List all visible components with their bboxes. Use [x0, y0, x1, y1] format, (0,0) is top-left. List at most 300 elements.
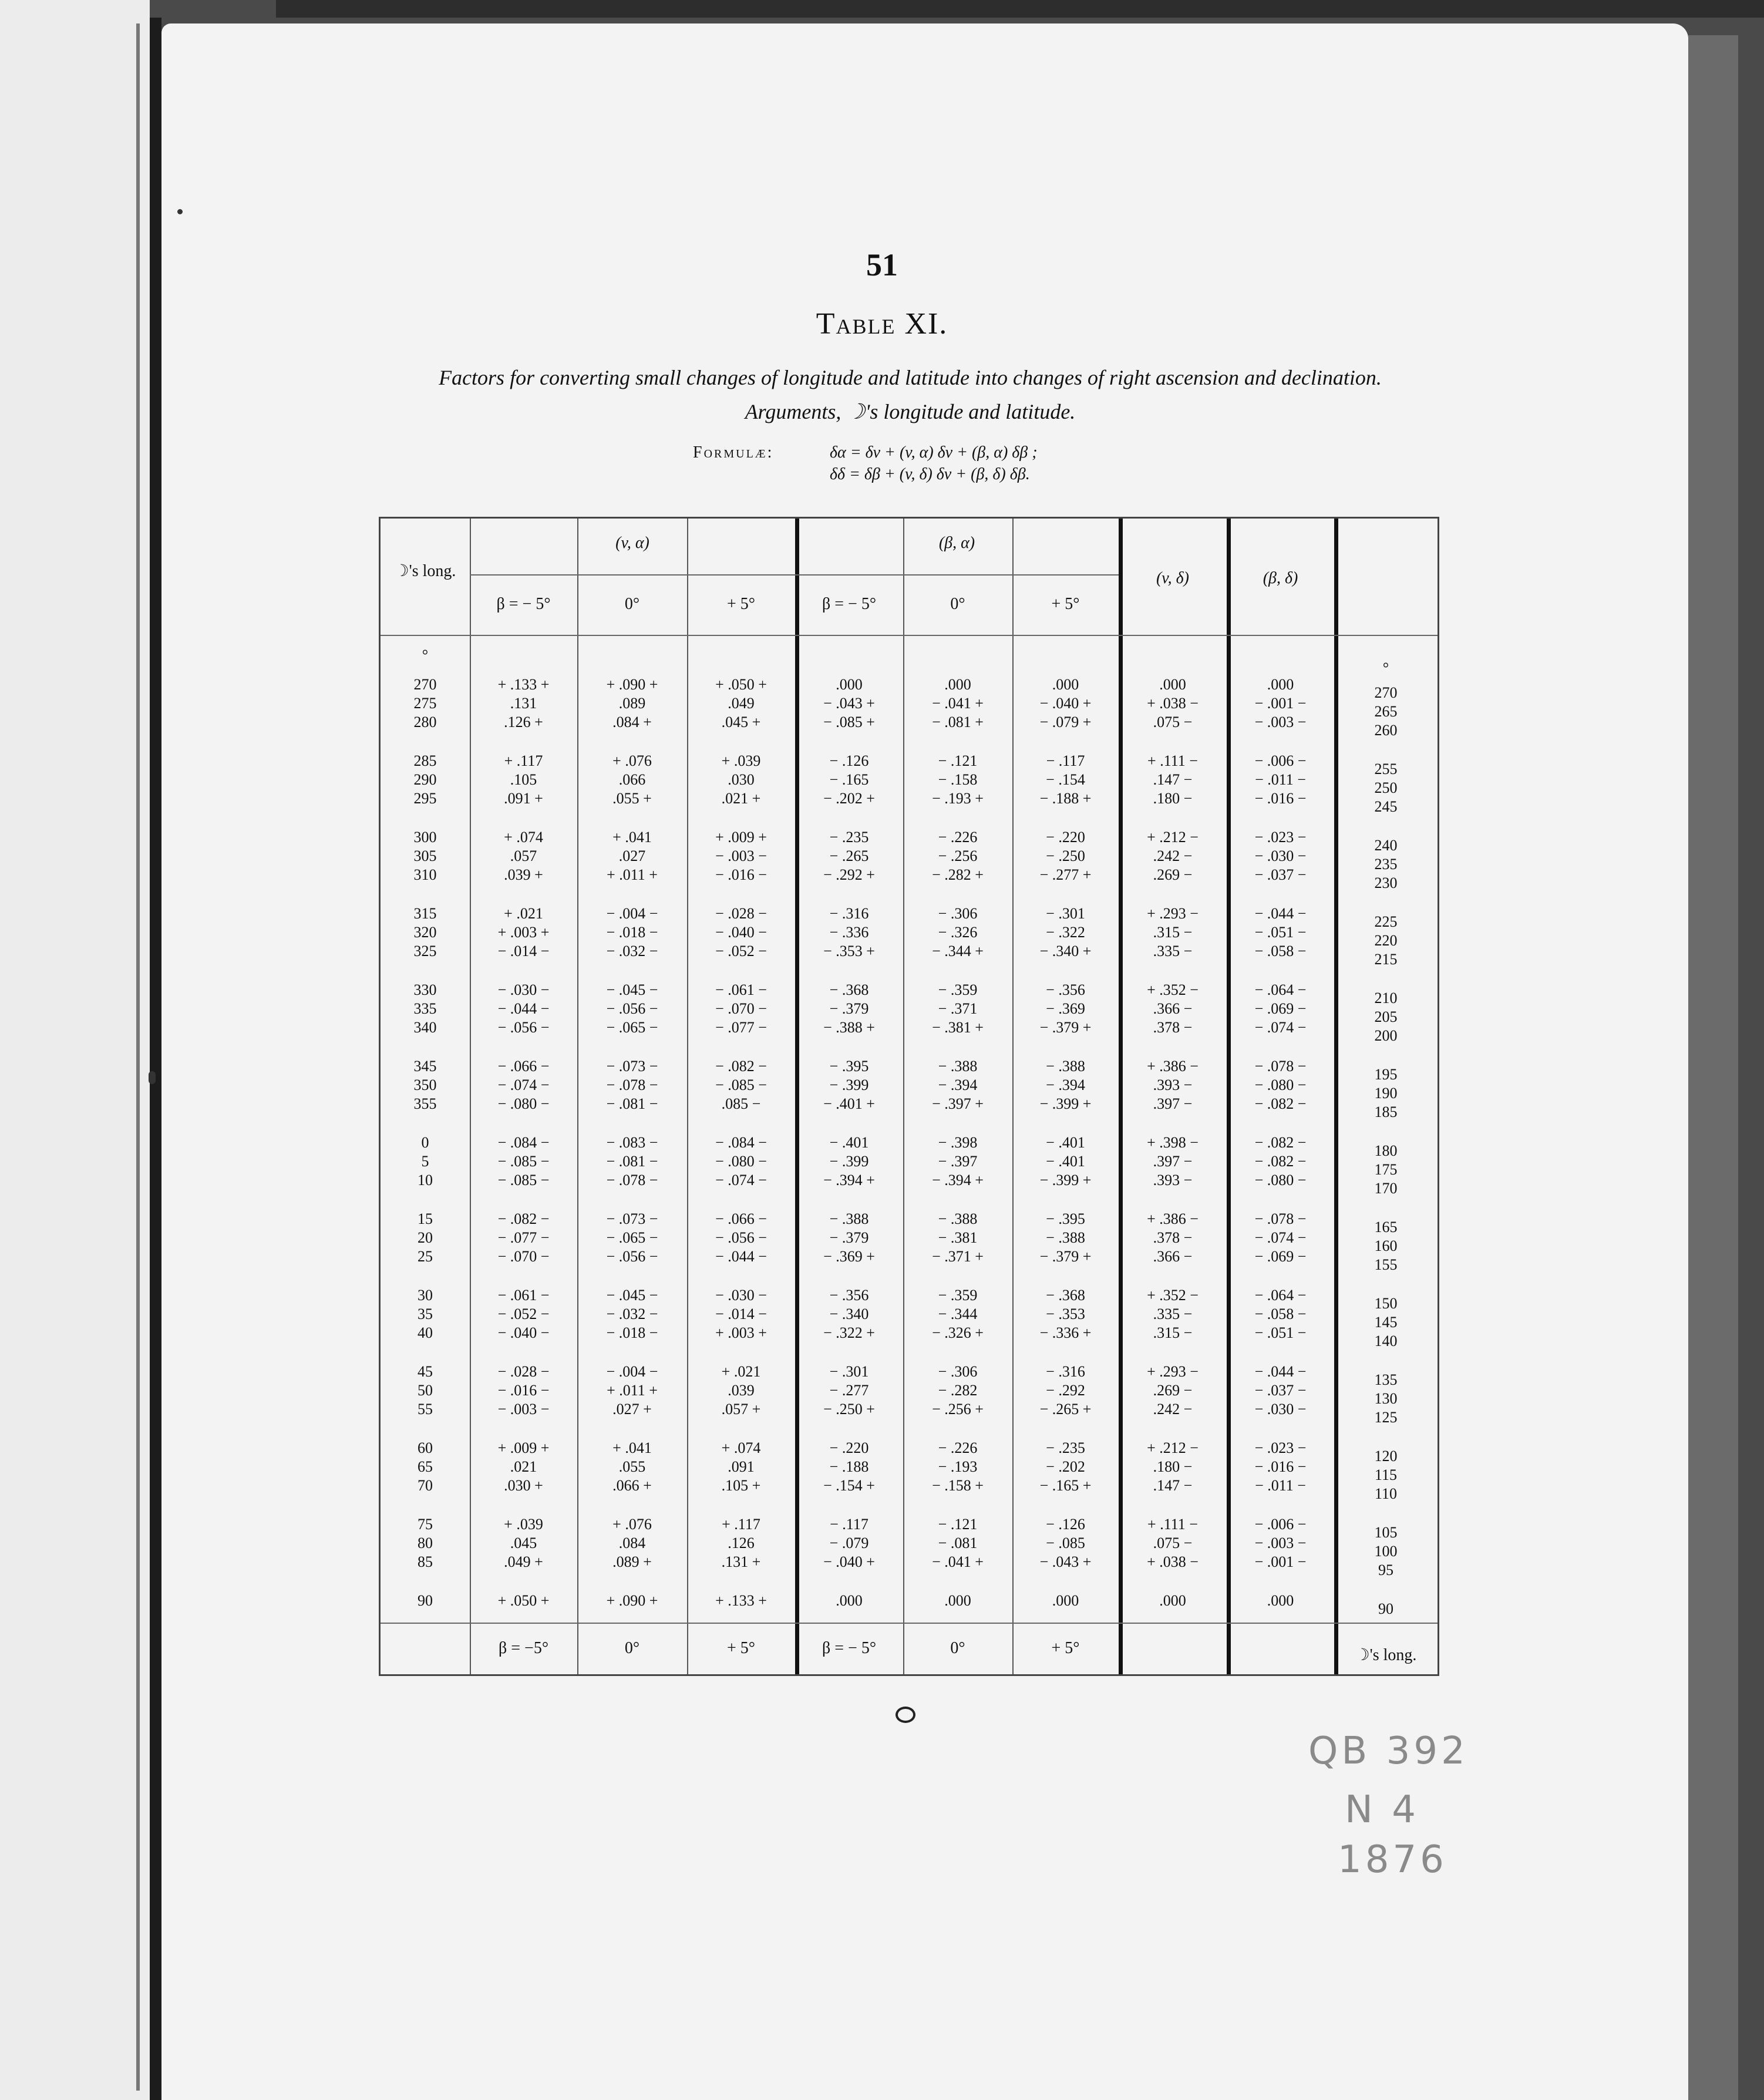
longitude-right: 235 [1374, 856, 1398, 873]
beta-alpha-plus5-cell: − .085 [1046, 1534, 1085, 1552]
longitude-right: 95 [1378, 1561, 1393, 1579]
formula-dec: δδ = δβ + (v, δ) δv + (β, δ) δβ. [830, 465, 1030, 483]
beta-alpha-plus5-cell: − .220 [1046, 829, 1085, 846]
v-delta-cell: .180 − [1153, 790, 1193, 807]
beta-alpha-zero-cell: .000 [944, 1592, 971, 1609]
v-delta-cell: + .398 − [1147, 1134, 1199, 1151]
v-delta-cell: .378 − [1153, 1229, 1193, 1246]
beta-alpha-minus5-cell: − .353 + [823, 943, 875, 960]
v-alpha-plus5-cell: − .080 − [715, 1153, 767, 1170]
longitude-left: 275 [413, 695, 437, 712]
beta-alpha-minus5-cell: − .401 [829, 1134, 869, 1151]
beta-delta-cell: − .030 − [1254, 847, 1307, 864]
beta-alpha-zero-cell: − .397 + [932, 1095, 984, 1112]
v-delta-cell: .242 − [1153, 1401, 1193, 1418]
beta-alpha-plus5-cell: − .040 + [1039, 695, 1092, 712]
beta-alpha-zero-cell: − .344 [938, 1305, 978, 1322]
v-alpha-zero-cell: .066 + [612, 1477, 652, 1494]
longitude-left: 310 [413, 866, 437, 883]
longitude-left: 300 [413, 829, 437, 846]
longitude-left: 10 [418, 1172, 433, 1189]
v-alpha-plus5-cell: .105 + [721, 1477, 761, 1494]
v-alpha-zero-cell: + .011 + [607, 1382, 658, 1399]
longitude-left: 320 [413, 924, 437, 941]
beta-delta-cell: − .069 − [1254, 1248, 1307, 1265]
beta-alpha-minus5-cell: − .079 [829, 1534, 869, 1552]
beta-alpha-zero-cell: − .371 [938, 1000, 978, 1017]
speck [149, 1071, 156, 1084]
v-alpha-zero-cell: − .065 − [606, 1229, 658, 1246]
v-alpha-minus5-cell: .039 + [504, 866, 543, 883]
v-alpha-plus5-cell: + .009 + [715, 829, 767, 846]
longitude-left: 315 [413, 905, 437, 922]
conversion-table [379, 517, 1439, 1676]
v-alpha-plus5-cell: .045 + [721, 714, 761, 731]
longitude-right: 215 [1374, 951, 1398, 968]
longitude-right: 270 [1374, 684, 1398, 701]
beta-alpha-minus5-cell: − .369 + [823, 1248, 875, 1265]
beta-delta-cell: − .003 − [1254, 714, 1307, 731]
beta-alpha-zero-cell: − .306 [938, 1363, 978, 1380]
v-alpha-zero-cell: + .090 + [606, 1592, 658, 1609]
v-alpha-zero-cell: .027 + [612, 1401, 652, 1418]
beta-alpha-minus5-cell: − .356 [829, 1287, 869, 1304]
v-alpha-minus5-cell: .126 + [504, 714, 543, 731]
beta-alpha-plus5-cell: − .401 [1046, 1153, 1085, 1170]
v-alpha-zero-cell: − .018 − [606, 1324, 658, 1341]
v-alpha-zero-cell: − .078 − [606, 1076, 658, 1093]
v-alpha-minus5-cell: .131 [510, 695, 537, 712]
longitude-right: 265 [1374, 703, 1398, 720]
v-delta-cell: .366 − [1153, 1000, 1193, 1017]
v-alpha-minus5-cell: − .082 − [497, 1210, 550, 1227]
beta-alpha-zero-cell: − .359 [938, 1287, 978, 1304]
longitude-right: 200 [1374, 1027, 1398, 1044]
v-alpha-minus5-cell: − .084 − [497, 1134, 550, 1151]
beta-alpha-plus5-cell: − .292 [1046, 1382, 1085, 1399]
beta-alpha-plus5-cell: − .394 [1046, 1076, 1085, 1093]
v-delta-cell: .000 [1159, 1592, 1186, 1609]
beta-alpha-plus5-cell: .000 [1052, 1592, 1079, 1609]
v-alpha-zero-cell: − .083 − [606, 1134, 658, 1151]
beta-delta-cell: − .082 − [1254, 1153, 1307, 1170]
beta-alpha-zero-cell: − .394 + [932, 1172, 984, 1189]
v-alpha-minus5-cell: − .028 − [497, 1363, 550, 1380]
beta-alpha-minus5-cell: − .126 [829, 752, 869, 769]
beta-delta-cell: − .078 − [1254, 1210, 1307, 1227]
v-delta-cell: .242 − [1153, 847, 1193, 864]
v-alpha-zero-cell: − .045 − [606, 1287, 658, 1304]
v-alpha-zero-cell: .084 + [612, 714, 652, 731]
v-alpha-plus5-cell: + .074 [721, 1439, 761, 1456]
longitude-right: 205 [1374, 1008, 1398, 1025]
v-alpha-zero-cell: − .073 − [606, 1058, 658, 1075]
longitude-right: 120 [1374, 1448, 1398, 1465]
beta-alpha-plus5-cell: − .165 + [1039, 1477, 1092, 1494]
v-alpha-zero-cell: − .081 − [606, 1153, 658, 1170]
v-alpha-plus5-cell: + .021 [721, 1363, 761, 1380]
beta-alpha-zero-cell: − .158 + [932, 1477, 984, 1494]
v-alpha-zero-cell: − .078 − [606, 1172, 658, 1189]
beta-alpha-zero-cell: − .388 [938, 1058, 978, 1075]
v-alpha-minus5-cell: + .021 [504, 905, 543, 922]
longitude-left: 75 [418, 1516, 433, 1533]
v-alpha-minus5-cell: − .014 − [497, 943, 550, 960]
beta-alpha-plus5-cell: − .399 + [1039, 1095, 1092, 1112]
v-alpha-plus5-cell: − .003 − [715, 847, 767, 864]
v-alpha-zero-cell: − .018 − [606, 924, 658, 941]
beta-alpha-zero-cell: − .371 + [932, 1248, 984, 1265]
longitude-left: 80 [418, 1534, 433, 1552]
beta-alpha-minus5-cell: − .394 + [823, 1172, 875, 1189]
beta-alpha-plus5-cell: − .356 [1046, 981, 1085, 998]
beta-alpha-minus5-cell: − .188 [829, 1458, 869, 1475]
footer-beta-minus5: β = − 5° [822, 1639, 877, 1657]
longitude-left: 325 [413, 943, 437, 960]
v-delta-cell: + .212 − [1147, 829, 1199, 846]
v-alpha-plus5-cell: − .066 − [715, 1210, 767, 1227]
beta-alpha-plus5-cell: − .322 [1046, 924, 1085, 941]
beta-alpha-plus5-cell: − .368 [1046, 1287, 1085, 1304]
beta-delta-cell: − .023 − [1254, 1439, 1307, 1456]
v-alpha-plus5-cell: − .084 − [715, 1134, 767, 1151]
beta-alpha-plus5-cell: − .353 [1046, 1305, 1085, 1322]
beta-alpha-plus5-cell: − .379 + [1039, 1248, 1092, 1265]
longitude-right: 115 [1374, 1466, 1398, 1483]
v-alpha-minus5-cell: − .016 − [497, 1382, 550, 1399]
speck [177, 209, 183, 214]
v-delta-cell: + .212 − [1147, 1439, 1199, 1456]
beta-alpha-plus5-cell: − .340 + [1039, 943, 1092, 960]
beta-delta-cell: − .051 − [1254, 924, 1307, 941]
beta-alpha-zero-cell: − .394 [938, 1076, 978, 1093]
v-alpha-minus5-cell: .057 [510, 847, 537, 864]
beta-alpha-plus5-cell: − .388 [1046, 1229, 1085, 1246]
beta-alpha-minus5-cell: − .265 [829, 847, 869, 864]
beta-delta-cell: − .011 − [1255, 771, 1306, 788]
longitude-left: 15 [418, 1210, 433, 1227]
v-alpha-zero-cell: + .011 + [607, 866, 658, 883]
v-alpha-plus5-cell: − .077 − [715, 1019, 767, 1036]
longitude-left: 305 [413, 847, 437, 864]
v-alpha-zero-cell: .027 [618, 847, 646, 864]
longitude-left: 295 [413, 790, 437, 807]
v-delta-cell: + .352 − [1147, 981, 1199, 998]
v-delta-cell: .397 − [1153, 1153, 1193, 1170]
v-alpha-plus5-cell: − .030 − [715, 1287, 767, 1304]
longitude-right: 165 [1374, 1219, 1398, 1236]
v-alpha-minus5-cell: − .061 − [497, 1287, 550, 1304]
v-delta-cell: + .386 − [1147, 1210, 1199, 1227]
v-alpha-plus5-cell: − .040 − [715, 924, 767, 941]
beta-alpha-minus5-cell: − .340 [829, 1305, 869, 1322]
beta-alpha-zero-cell: − .121 [938, 1516, 978, 1533]
v-alpha-zero-cell: .055 + [612, 790, 652, 807]
beta-alpha-minus5-cell: − .379 [829, 1229, 869, 1246]
v-alpha-minus5-cell: − .066 − [497, 1058, 550, 1075]
v-alpha-minus5-cell: − .070 − [497, 1248, 550, 1265]
beta-alpha-zero-cell: − .256 [938, 847, 978, 864]
longitude-right: 105 [1374, 1524, 1398, 1541]
beta-alpha-plus5-cell: − .202 [1046, 1458, 1085, 1475]
printer-mark [896, 1707, 915, 1723]
beta-alpha-minus5-cell: − .388 [829, 1210, 869, 1227]
longitude-right: 100 [1374, 1543, 1398, 1560]
v-alpha-plus5-cell: + .117 [722, 1516, 760, 1533]
longitude-left: 350 [413, 1076, 437, 1093]
beta-delta-cell: − .064 − [1254, 981, 1307, 998]
beta-alpha-zero-cell: − .193 [938, 1458, 978, 1475]
beta-alpha-minus5-cell: − .085 + [823, 714, 875, 731]
v-alpha-plus5-cell: .030 [728, 771, 755, 788]
longitude-left: 5 [421, 1153, 429, 1170]
longitude-right: 220 [1374, 932, 1398, 949]
v-alpha-zero-cell: .066 [618, 771, 646, 788]
beta-delta-cell: − .011 − [1255, 1477, 1306, 1494]
v-alpha-zero-cell: − .032 − [606, 1305, 658, 1322]
v-alpha-zero-cell: .089 + [612, 1553, 652, 1570]
beta-delta-cell: − .044 − [1254, 905, 1307, 922]
header-v-delta: (v, δ) [1156, 569, 1189, 587]
header-beta-minus5: β = − 5° [496, 595, 551, 613]
beta-alpha-zero-cell: − .397 [938, 1153, 978, 1170]
v-alpha-plus5-cell: .049 [728, 695, 755, 712]
longitude-right: 145 [1374, 1314, 1398, 1331]
beta-delta-cell: − .001 − [1254, 695, 1307, 712]
beta-alpha-minus5-cell: − .277 [829, 1382, 869, 1399]
footer-rule [381, 1623, 1438, 1624]
beta-delta-cell: − .082 − [1254, 1134, 1307, 1151]
v-alpha-plus5-cell: .126 [728, 1534, 755, 1552]
longitude-right: 170 [1374, 1180, 1398, 1197]
longitude-right: 210 [1374, 990, 1398, 1007]
beta-alpha-zero-cell: − .256 + [932, 1401, 984, 1418]
longitude-left: 280 [413, 714, 437, 731]
handwritten-year: 1876 [1338, 1838, 1447, 1882]
v-alpha-minus5-cell: .049 + [504, 1553, 543, 1570]
beta-alpha-zero-cell: − .041 + [932, 695, 984, 712]
longitude-right: 155 [1374, 1256, 1398, 1273]
beta-delta-cell: − .016 − [1254, 790, 1307, 807]
beta-delta-cell: − .003 − [1254, 1534, 1307, 1552]
longitude-left: 35 [418, 1305, 433, 1322]
longitude-right: 135 [1374, 1371, 1398, 1388]
beta-delta-cell: .000 [1267, 1592, 1294, 1609]
beta-alpha-plus5-cell: − .117 [1046, 752, 1085, 769]
longitude-left: 40 [418, 1324, 433, 1341]
beta-alpha-zero-cell: − .381 [938, 1229, 978, 1246]
v-alpha-zero-cell: − .056 − [606, 1248, 658, 1265]
beta-alpha-plus5-cell: − .388 [1046, 1058, 1085, 1075]
beta-delta-cell: − .044 − [1254, 1363, 1307, 1380]
beta-alpha-plus5-cell: − .379 + [1039, 1019, 1092, 1036]
header-beta-0: 0° [950, 595, 965, 613]
beta-alpha-plus5-cell: − .336 + [1039, 1324, 1092, 1341]
longitude-left: 45 [418, 1363, 433, 1380]
v-alpha-minus5-cell: − .056 − [497, 1019, 550, 1036]
beta-alpha-zero-cell: − .226 [938, 1439, 978, 1456]
beta-alpha-minus5-cell: − .316 [829, 905, 869, 922]
header-beta-0: 0° [624, 595, 640, 613]
beta-alpha-plus5-cell: − .154 [1046, 771, 1085, 788]
longitude-left: 50 [418, 1382, 433, 1399]
beta-alpha-minus5-cell: − .040 + [823, 1553, 875, 1570]
header-beta-plus5: + 5° [1051, 595, 1080, 613]
beta-alpha-zero-cell: − .282 + [932, 866, 984, 883]
beta-alpha-minus5-cell: − .395 [829, 1058, 869, 1075]
beta-delta-cell: − .080 − [1254, 1076, 1307, 1093]
v-alpha-zero-cell: − .004 − [606, 905, 658, 922]
beta-alpha-minus5-cell: − .301 [829, 1363, 869, 1380]
header-rule [381, 635, 1438, 636]
header-rule [470, 574, 1119, 576]
v-alpha-minus5-cell: .030 + [504, 1477, 543, 1494]
longitude-right: 110 [1374, 1485, 1398, 1502]
v-delta-cell: + .038 − [1147, 1553, 1199, 1570]
v-alpha-plus5-cell: .085 − [721, 1095, 761, 1112]
v-delta-cell: + .111 − [1147, 752, 1198, 769]
v-alpha-plus5-cell: − .061 − [715, 981, 767, 998]
beta-delta-cell: .000 [1267, 676, 1294, 693]
longitude-right: 130 [1374, 1390, 1398, 1407]
beta-delta-cell: − .037 − [1254, 1382, 1307, 1399]
longitude-right: 190 [1374, 1085, 1398, 1102]
beta-alpha-minus5-cell: .000 [836, 676, 863, 693]
v-alpha-minus5-cell: + .050 + [497, 1592, 550, 1609]
beta-alpha-minus5-cell: − .292 + [823, 866, 875, 883]
v-alpha-minus5-cell: .021 [510, 1458, 537, 1475]
beta-alpha-minus5-cell: − .368 [829, 981, 869, 998]
v-alpha-plus5-cell: − .052 − [715, 943, 767, 960]
longitude-left: 25 [418, 1248, 433, 1265]
beta-alpha-plus5-cell: − .126 [1046, 1516, 1085, 1533]
longitude-left: 90 [418, 1592, 433, 1609]
header-beta-delta: (β, δ) [1263, 569, 1298, 587]
v-delta-cell: + .386 − [1147, 1058, 1199, 1075]
caption-line-2: Arguments, ☽'s longitude and latitude. [745, 400, 1076, 423]
beta-alpha-minus5-cell: − .043 + [823, 695, 875, 712]
v-alpha-plus5-cell: .021 + [721, 790, 761, 807]
longitude-left: 70 [418, 1477, 433, 1494]
v-alpha-zero-cell: − .056 − [606, 1000, 658, 1017]
v-delta-cell: .393 − [1153, 1172, 1193, 1189]
handwritten-call-number: QB 392 [1308, 1729, 1469, 1773]
beta-alpha-zero-cell: − .381 + [932, 1019, 984, 1036]
v-alpha-zero-cell: + .041 [612, 1439, 652, 1456]
longitude-left: 30 [418, 1287, 433, 1304]
footer-long: ☽'s long. [1355, 1646, 1417, 1664]
v-alpha-minus5-cell: − .044 − [497, 1000, 550, 1017]
v-alpha-zero-cell: − .073 − [606, 1210, 658, 1227]
v-delta-cell: .000 [1159, 676, 1186, 693]
v-alpha-plus5-cell: − .056 − [715, 1229, 767, 1246]
longitude-left: 340 [413, 1019, 437, 1036]
v-alpha-plus5-cell: .057 + [721, 1401, 761, 1418]
longitude-left: 60 [418, 1439, 433, 1456]
v-alpha-zero-cell: − .032 − [606, 943, 658, 960]
v-alpha-zero-cell: − .045 − [606, 981, 658, 998]
beta-delta-cell: − .016 − [1254, 1458, 1307, 1475]
v-delta-cell: + .293 − [1147, 1363, 1199, 1380]
table-title: Table XI. [816, 307, 948, 341]
degree-mark: ° [1382, 659, 1389, 677]
beta-alpha-zero-cell: − .326 [938, 924, 978, 941]
beta-alpha-zero-cell: − .226 [938, 829, 978, 846]
beta-alpha-zero-cell: .000 [944, 676, 971, 693]
v-delta-cell: .147 − [1153, 1477, 1193, 1494]
v-alpha-zero-cell: + .090 + [606, 676, 658, 693]
footer-beta-plus5: + 5° [727, 1639, 755, 1657]
beta-alpha-plus5-cell: − .395 [1046, 1210, 1085, 1227]
longitude-left: 85 [418, 1553, 433, 1570]
v-delta-cell: .269 − [1153, 866, 1193, 883]
beta-alpha-minus5-cell: − .220 [829, 1439, 869, 1456]
beta-alpha-minus5-cell: − .250 + [823, 1401, 875, 1418]
page-number: 51 [866, 247, 898, 282]
v-alpha-zero-cell: − .004 − [606, 1363, 658, 1380]
beta-alpha-minus5-cell: − .322 + [823, 1324, 875, 1341]
v-alpha-plus5-cell: + .050 + [715, 676, 767, 693]
beta-alpha-zero-cell: − .282 [938, 1382, 978, 1399]
v-alpha-minus5-cell: − .080 − [497, 1095, 550, 1112]
beta-alpha-minus5-cell: − .388 + [823, 1019, 875, 1036]
beta-alpha-minus5-cell: .000 [836, 1592, 863, 1609]
longitude-right: 150 [1374, 1295, 1398, 1312]
v-alpha-minus5-cell: − .085 − [497, 1172, 550, 1189]
v-delta-cell: .366 − [1153, 1248, 1193, 1265]
v-alpha-plus5-cell: − .074 − [715, 1172, 767, 1189]
v-alpha-plus5-cell: .131 + [721, 1553, 761, 1570]
v-alpha-plus5-cell: − .014 − [715, 1305, 767, 1322]
v-alpha-minus5-cell: + .133 + [497, 676, 550, 693]
beta-alpha-zero-cell: − .081 + [932, 714, 984, 731]
v-delta-cell: .075 − [1153, 1534, 1193, 1552]
v-alpha-plus5-cell: .039 [728, 1382, 755, 1399]
beta-delta-cell: − .074 − [1254, 1019, 1307, 1036]
longitude-left: 355 [413, 1095, 437, 1112]
v-alpha-minus5-cell: .045 [510, 1534, 537, 1552]
beta-delta-cell: − .074 − [1254, 1229, 1307, 1246]
v-alpha-minus5-cell: − .052 − [497, 1305, 550, 1322]
beta-alpha-plus5-cell: − .301 [1046, 905, 1085, 922]
v-alpha-plus5-cell: − .016 − [715, 866, 767, 883]
beta-alpha-minus5-cell: − .336 [829, 924, 869, 941]
longitude-right: 250 [1374, 779, 1398, 796]
v-alpha-minus5-cell: − .040 − [497, 1324, 550, 1341]
v-alpha-minus5-cell: .105 [510, 771, 537, 788]
v-alpha-minus5-cell: + .003 + [497, 924, 550, 941]
beta-delta-cell: − .051 − [1254, 1324, 1307, 1341]
longitude-right: 160 [1374, 1237, 1398, 1254]
v-delta-cell: .075 − [1153, 714, 1193, 731]
v-delta-cell: .180 − [1153, 1458, 1193, 1475]
beta-alpha-plus5-cell: − .369 [1046, 1000, 1085, 1017]
beta-delta-cell: − .006 − [1254, 752, 1307, 769]
v-delta-cell: .269 − [1153, 1382, 1193, 1399]
v-alpha-zero-cell: .055 [618, 1458, 646, 1475]
v-delta-cell: .147 − [1153, 771, 1193, 788]
longitude-left: 345 [413, 1058, 437, 1075]
beta-alpha-minus5-cell: − .399 [829, 1076, 869, 1093]
v-alpha-minus5-cell: − .077 − [497, 1229, 550, 1246]
longitude-right: 260 [1374, 722, 1398, 739]
v-alpha-plus5-cell: − .028 − [715, 905, 767, 922]
v-alpha-minus5-cell: − .074 − [497, 1076, 550, 1093]
v-alpha-zero-cell: + .076 [612, 752, 652, 769]
longitude-left: 335 [413, 1000, 437, 1017]
longitude-right: 140 [1374, 1332, 1398, 1349]
header-v-alpha: (v, α) [615, 534, 649, 552]
